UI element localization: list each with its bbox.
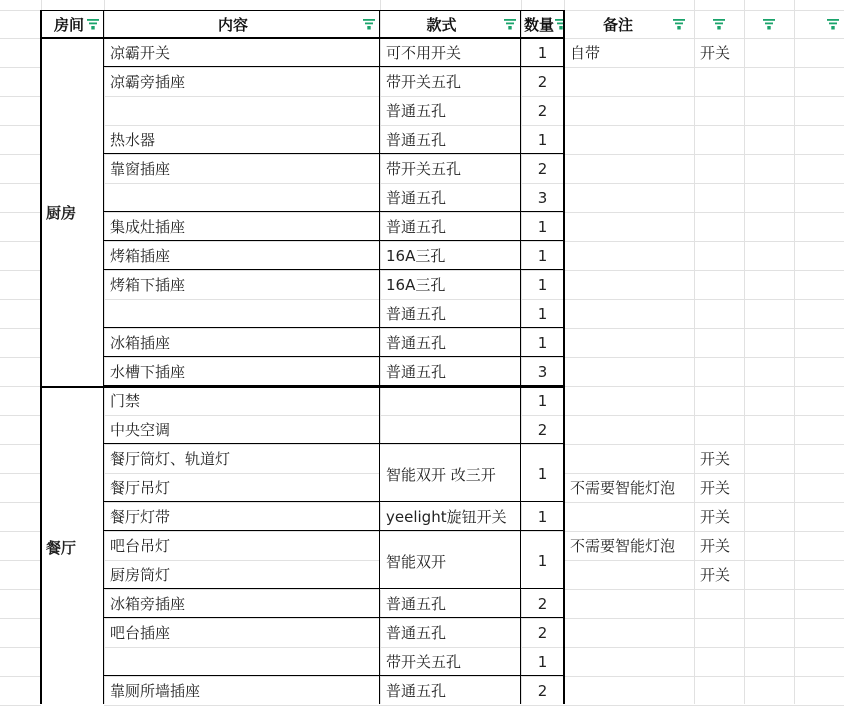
note-cell[interactable] [564, 241, 694, 270]
header-style-label: 款式 [426, 15, 457, 34]
table-border [104, 385, 564, 386]
content-text: 吧台吊灯 [110, 537, 171, 555]
header-note-label: 备注 [602, 15, 633, 34]
room-cell-kitchen[interactable] [41, 38, 104, 387]
note-cell[interactable] [564, 183, 694, 212]
note-text: 不需要智能灯泡 [570, 479, 676, 497]
style-text: 带开关五孔 [386, 653, 462, 671]
note-cell[interactable] [564, 415, 694, 444]
extra-cell[interactable] [694, 618, 744, 647]
content-cell[interactable] [104, 415, 380, 444]
content-cell[interactable] [104, 241, 380, 270]
qty-cell-merged[interactable] [521, 445, 564, 503]
style-text: 普通五孔 [386, 363, 447, 381]
table-border [104, 66, 564, 67]
content-text: 烤箱下插座 [110, 276, 186, 294]
content-cell[interactable] [104, 647, 380, 676]
content-text: 凉霸旁插座 [110, 73, 186, 91]
qty-text: 1 [537, 465, 548, 483]
content-cell[interactable] [104, 96, 380, 125]
content-cell[interactable] [104, 183, 380, 212]
extra-cell[interactable] [694, 38, 744, 67]
content-cell[interactable] [104, 473, 380, 502]
filter-icon[interactable] [362, 17, 376, 31]
content-text: 餐厅筒灯、轨道灯 [110, 450, 231, 468]
extra-cell[interactable] [694, 386, 744, 415]
room-label: 餐厅 [46, 538, 77, 557]
table-border [104, 675, 564, 676]
content-text: 冰箱插座 [110, 334, 171, 352]
extra-cell[interactable] [694, 241, 744, 270]
content-text: 厨房筒灯 [110, 566, 171, 584]
content-text: 餐厅灯带 [110, 508, 171, 526]
note-cell[interactable] [564, 531, 694, 560]
note-cell[interactable] [564, 618, 694, 647]
style-text: 普通五孔 [386, 102, 447, 120]
filter-icon[interactable] [86, 17, 100, 31]
qty-text: 1 [537, 507, 548, 526]
qty-cell[interactable] [521, 212, 564, 241]
style-text: 16A三孔 [386, 247, 446, 265]
qty-cell[interactable] [521, 299, 564, 328]
style-cell-merged[interactable] [380, 445, 521, 503]
qty-cell-merged[interactable] [521, 532, 564, 590]
extra-cell[interactable] [694, 212, 744, 241]
qty-text: 1 [537, 43, 548, 62]
style-text: 智能双开 [386, 552, 447, 571]
extra-cell[interactable] [694, 299, 744, 328]
content-text: 冰箱旁插座 [110, 595, 186, 613]
table-border [104, 211, 564, 212]
style-text: 普通五孔 [386, 334, 447, 352]
qty-text: 2 [537, 72, 548, 91]
extra-cell[interactable] [694, 473, 744, 502]
qty-cell[interactable] [521, 270, 564, 299]
style-cell[interactable] [380, 647, 521, 676]
header-content[interactable] [104, 10, 380, 38]
style-cell-merged[interactable] [380, 532, 521, 590]
style-cell[interactable] [380, 502, 521, 531]
content-text: 吧台插座 [110, 624, 171, 642]
style-cell[interactable] [380, 415, 521, 444]
qty-cell[interactable] [521, 241, 564, 270]
table-border [104, 269, 564, 270]
style-text: 智能双开 改三开 [386, 465, 496, 484]
extra-cell[interactable] [694, 560, 744, 589]
header-extra[interactable] [694, 10, 744, 38]
note-cell[interactable] [564, 212, 694, 241]
table-border [104, 356, 564, 357]
qty-text: 1 [537, 275, 548, 294]
extra-cell[interactable] [694, 415, 744, 444]
style-cell[interactable] [380, 386, 521, 415]
table-border [104, 327, 564, 328]
style-cell[interactable] [380, 96, 521, 125]
filter-icon[interactable] [762, 17, 776, 31]
table-border [104, 530, 564, 531]
table-border [41, 37, 565, 39]
note-cell[interactable] [564, 676, 694, 705]
content-cell[interactable] [104, 270, 380, 299]
content-cell[interactable] [104, 67, 380, 96]
table-border [104, 240, 564, 241]
extra-cell[interactable] [694, 270, 744, 299]
qty-cell[interactable] [521, 589, 564, 618]
header-note[interactable] [564, 10, 694, 38]
room-cell-dining[interactable] [41, 387, 104, 707]
header-extra-3[interactable] [794, 10, 844, 38]
note-cell[interactable] [564, 502, 694, 531]
note-cell[interactable] [564, 444, 694, 473]
style-cell[interactable] [380, 183, 521, 212]
note-cell[interactable] [564, 154, 694, 183]
content-cell[interactable] [104, 125, 380, 154]
style-text: 可不用开关 [386, 44, 462, 62]
style-text: 普通五孔 [386, 305, 447, 323]
extra-cell[interactable] [694, 125, 744, 154]
qty-cell[interactable] [521, 415, 564, 444]
content-text: 烤箱插座 [110, 247, 171, 265]
table-border [41, 386, 565, 388]
extra-cell[interactable] [694, 154, 744, 183]
style-cell[interactable] [380, 589, 521, 618]
filter-icon[interactable] [672, 17, 686, 31]
style-text: 普通五孔 [386, 595, 447, 613]
note-text: 不需要智能灯泡 [570, 537, 676, 555]
style-cell[interactable] [380, 299, 521, 328]
qty-text: 3 [537, 362, 548, 381]
extra-text: 开关 [700, 566, 731, 584]
qty-cell[interactable] [521, 96, 564, 125]
content-text: 靠厕所墙插座 [110, 682, 201, 700]
content-cell[interactable] [104, 618, 380, 647]
note-cell[interactable] [564, 125, 694, 154]
extra-cell[interactable] [694, 502, 744, 531]
grid-line [744, 0, 745, 704]
qty-cell[interactable] [521, 386, 564, 415]
qty-text: 1 [537, 130, 548, 149]
qty-text: 1 [537, 552, 548, 570]
qty-text: 1 [537, 652, 548, 671]
style-text: 普通五孔 [386, 131, 447, 149]
room-label: 厨房 [46, 204, 77, 222]
header-style[interactable] [380, 10, 521, 38]
qty-text: 2 [537, 420, 548, 439]
qty-text: 1 [537, 246, 548, 265]
extra-cell[interactable] [694, 444, 744, 473]
qty-cell[interactable] [521, 328, 564, 357]
qty-cell[interactable] [521, 38, 564, 67]
note-cell[interactable] [564, 386, 694, 415]
qty-text: 3 [537, 188, 548, 207]
style-text: yeelight旋钮开关 [386, 508, 507, 526]
content-text: 集成灶插座 [110, 218, 186, 236]
style-text: 普通五孔 [386, 624, 447, 642]
content-text: 凉霸开关 [110, 44, 171, 62]
table-border [104, 617, 564, 618]
extra-cell[interactable] [694, 357, 744, 386]
content-cell[interactable] [104, 328, 380, 357]
extra-text: 开关 [700, 479, 731, 497]
extra-cell[interactable] [694, 67, 744, 96]
content-cell[interactable] [104, 386, 380, 415]
qty-text: 2 [537, 101, 548, 120]
qty-cell[interactable] [521, 67, 564, 96]
note-cell[interactable] [564, 328, 694, 357]
qty-cell[interactable] [521, 154, 564, 183]
content-text: 靠窗插座 [110, 160, 171, 178]
extra-cell[interactable] [694, 183, 744, 212]
filter-icon[interactable] [826, 17, 840, 31]
style-cell[interactable] [380, 618, 521, 647]
extra-text: 开关 [700, 537, 731, 555]
style-cell[interactable] [380, 328, 521, 357]
table-border [103, 10, 104, 704]
qty-cell[interactable] [521, 502, 564, 531]
content-cell[interactable] [104, 299, 380, 328]
style-cell[interactable] [380, 154, 521, 183]
qty-cell[interactable] [521, 357, 564, 386]
qty-cell[interactable] [521, 618, 564, 647]
style-cell[interactable] [380, 357, 521, 386]
table-border [563, 10, 565, 704]
style-cell[interactable] [380, 38, 521, 67]
note-cell[interactable] [564, 299, 694, 328]
qty-text: 2 [537, 159, 548, 178]
content-cell[interactable] [104, 531, 380, 560]
style-text: 普通五孔 [386, 189, 447, 207]
qty-text: 2 [537, 623, 548, 642]
content-text: 门禁 [110, 392, 141, 410]
content-cell[interactable] [104, 38, 380, 67]
content-cell[interactable] [104, 444, 380, 473]
header-room-label: 房间 [53, 15, 84, 34]
content-cell[interactable] [104, 154, 380, 183]
qty-cell[interactable] [521, 647, 564, 676]
style-text: 普通五孔 [386, 682, 447, 700]
content-cell[interactable] [104, 560, 380, 589]
qty-cell[interactable] [521, 183, 564, 212]
note-cell[interactable] [564, 67, 694, 96]
content-cell[interactable] [104, 212, 380, 241]
style-text: 带开关五孔 [386, 73, 462, 91]
grid-line [794, 0, 795, 704]
header-room[interactable] [41, 10, 104, 38]
extra-cell[interactable] [694, 96, 744, 125]
note-cell[interactable] [564, 38, 694, 67]
content-text: 水槽下插座 [110, 363, 186, 381]
style-cell[interactable] [380, 67, 521, 96]
style-cell[interactable] [380, 125, 521, 154]
note-text: 自带 [570, 44, 601, 62]
table-border [104, 501, 564, 502]
extra-text: 开关 [700, 450, 731, 468]
qty-cell[interactable] [521, 676, 564, 705]
extra-cell[interactable] [694, 589, 744, 618]
content-text: 中央空调 [110, 421, 171, 439]
note-cell[interactable] [564, 270, 694, 299]
style-text: 16A三孔 [386, 276, 446, 294]
table-border [520, 10, 521, 704]
extra-text: 开关 [700, 508, 731, 526]
table-border [104, 153, 564, 154]
qty-text: 1 [537, 304, 548, 323]
content-text: 餐厅吊灯 [110, 479, 171, 497]
filter-icon[interactable] [503, 17, 517, 31]
qty-text: 1 [537, 217, 548, 236]
extra-cell[interactable] [694, 531, 744, 560]
table-border [104, 443, 564, 444]
extra-cell[interactable] [694, 328, 744, 357]
note-cell[interactable] [564, 647, 694, 676]
qty-text: 2 [537, 681, 548, 700]
note-cell[interactable] [564, 560, 694, 589]
style-cell[interactable] [380, 270, 521, 299]
table-border [41, 10, 565, 11]
qty-cell[interactable] [521, 125, 564, 154]
style-cell[interactable] [380, 676, 521, 705]
content-cell[interactable] [104, 589, 380, 618]
qty-text: 1 [537, 333, 548, 352]
note-cell[interactable] [564, 473, 694, 502]
style-cell[interactable] [380, 241, 521, 270]
header-qty[interactable] [521, 10, 564, 38]
content-cell[interactable] [104, 502, 380, 531]
qty-text: 1 [537, 391, 548, 410]
header-qty-label: 数量 [524, 15, 555, 34]
extra-cell[interactable] [694, 647, 744, 676]
grid-line [0, 705, 844, 706]
table-border [104, 588, 564, 589]
qty-text: 2 [537, 594, 548, 613]
header-content-label: 内容 [217, 15, 248, 34]
filter-icon[interactable] [712, 17, 726, 31]
extra-cell[interactable] [694, 676, 744, 705]
style-text: 普通五孔 [386, 218, 447, 236]
content-cell[interactable] [104, 676, 380, 705]
style-cell[interactable] [380, 212, 521, 241]
style-text: 带开关五孔 [386, 160, 462, 178]
table-border [379, 10, 380, 704]
content-text: 热水器 [110, 131, 156, 149]
extra-text: 开关 [700, 44, 731, 62]
content-cell[interactable] [104, 357, 380, 386]
table-border [40, 10, 42, 704]
note-cell[interactable] [564, 96, 694, 125]
note-cell[interactable] [564, 589, 694, 618]
note-cell[interactable] [564, 357, 694, 386]
header-extra-2[interactable] [744, 10, 794, 38]
